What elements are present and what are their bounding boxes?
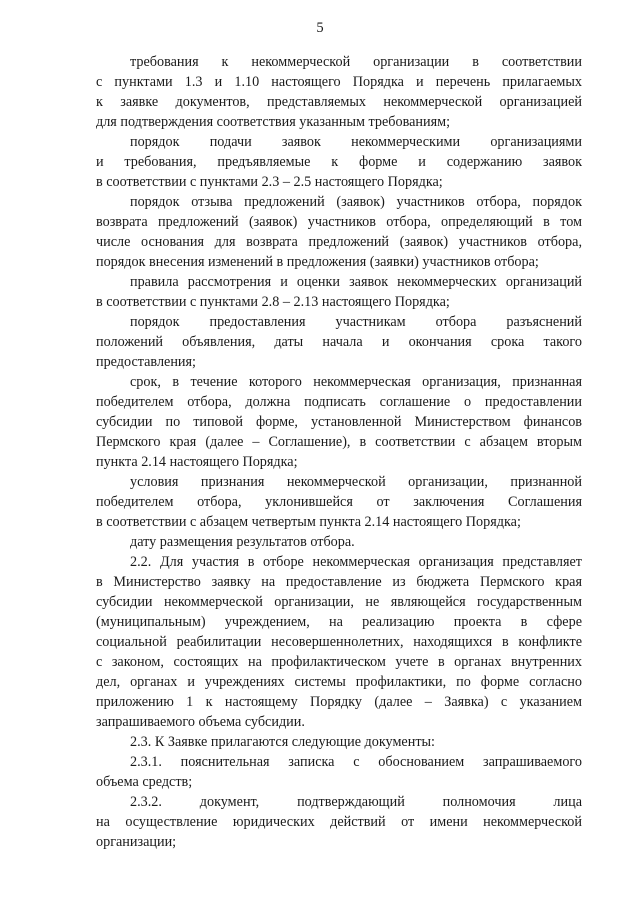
text-line: требования к некоммерческой организации в соответствии — [130, 54, 582, 70]
paragraph — [96, 552, 582, 732]
text-line: условия признания некоммерческой организации, признанной — [130, 474, 582, 490]
text-line: порядок подачи заявок некоммерческими организациями — [130, 134, 582, 150]
text-line: социальной реабилитации несовершеннолетних, находящихся в конфликте — [96, 634, 582, 650]
text-line: субсидии некоммерческой организации, не являющейся государственным — [96, 594, 582, 610]
text-line: срок, в течение которого некоммерческая организация, признанная — [130, 374, 582, 390]
text-line: приложению 1 к настоящему Порядку (далее – Заявка) с указанием — [96, 694, 582, 710]
text-line: с законом, состоящих на профилактическом учете в органах внутренних — [96, 654, 582, 670]
paragraph — [96, 792, 582, 852]
text-line: 2.3.1. пояснительная записка с обоснованием запрашиваемого — [130, 754, 582, 770]
paragraph — [96, 192, 582, 272]
text-line: пункта 2.14 настоящего Порядка; — [96, 454, 298, 470]
text-line: в соответствии с пунктами 2.8 – 2.13 настоящего Порядка; — [96, 294, 450, 310]
text-line: в соответствии с абзацем четвертым пункта 2.14 настоящего Порядка; — [96, 514, 521, 530]
document-body — [96, 52, 582, 852]
text-line: порядок предоставления участникам отбора разъяснений — [130, 314, 582, 330]
text-line: порядок внесения изменений в предложения (заявки) участников отбора; — [96, 254, 539, 270]
paragraph — [96, 752, 582, 792]
paragraph — [96, 132, 582, 192]
text-line: к заявке документов, представляемых некоммерческой организацией — [96, 94, 582, 110]
paragraph — [96, 472, 582, 532]
text-line: в соответствии с пунктами 2.3 – 2.5 настоящего Порядка; — [96, 174, 443, 190]
text-line: Пермского края (далее – Соглашение), в соответствии с абзацем вторым — [96, 434, 582, 450]
paragraph — [96, 52, 582, 132]
paragraph — [96, 372, 582, 472]
paragraph — [96, 732, 582, 752]
text-line: победителем отбора, уклонившейся от заключения Соглашения — [96, 494, 582, 510]
text-line: субсидии по типовой форме, установленной Министерством финансов — [96, 414, 582, 430]
text-line: положений объявления, даты начала и окончания срока такого — [96, 334, 582, 350]
paragraph — [96, 532, 582, 552]
paragraph — [96, 312, 582, 372]
text-line: организации; — [96, 834, 177, 850]
text-line: на осуществление юридических действий от имени некоммерческой — [96, 814, 582, 830]
text-line: запрашиваемого объема субсидии. — [96, 714, 305, 730]
text-line: правила рассмотрения и оценки заявок некоммерческих организаций — [130, 274, 582, 290]
text-line: порядок отзыва предложений (заявок) участников отбора, порядок — [130, 194, 582, 210]
text-line: 2.2. Для участия в отборе некоммерческая организация представляет — [130, 554, 582, 570]
text-line: предоставления; — [96, 354, 196, 370]
paragraph — [96, 272, 582, 312]
text-line: победителем отбора, должна подписать соглашение о предоставлении — [96, 394, 582, 410]
text-line: 2.3. К Заявке прилагаются следующие документы: — [130, 734, 435, 750]
text-line: дел, органах и учреждениях системы профилактики, по форме согласно — [96, 674, 582, 690]
page-number: 5 — [316, 20, 324, 36]
text-line: объема средств; — [96, 774, 193, 790]
text-line: числе основания для возврата предложений (заявок) участников отбора, — [96, 234, 582, 250]
text-line: дату размещения результатов отбора. — [130, 534, 355, 550]
text-line: с пунктами 1.3 и 1.10 настоящего Порядка и перечень прилагаемых — [96, 74, 582, 90]
text-line: в Министерство заявку на предоставление из бюджета Пермского края — [96, 574, 582, 590]
text-line: 2.3.2. документ, подтверждающий полномочия лица — [130, 794, 582, 810]
text-line: возврата предложений (заявок) участников отбора, определяющий в том — [96, 214, 582, 230]
text-line: и требования, предъявляемые к форме и содержанию заявок — [96, 154, 582, 170]
text-line: (муниципальным) учреждением, на реализацию проекта в сфере — [96, 614, 582, 630]
text-line: для подтверждения соответствия указанным требованиям; — [96, 114, 451, 130]
